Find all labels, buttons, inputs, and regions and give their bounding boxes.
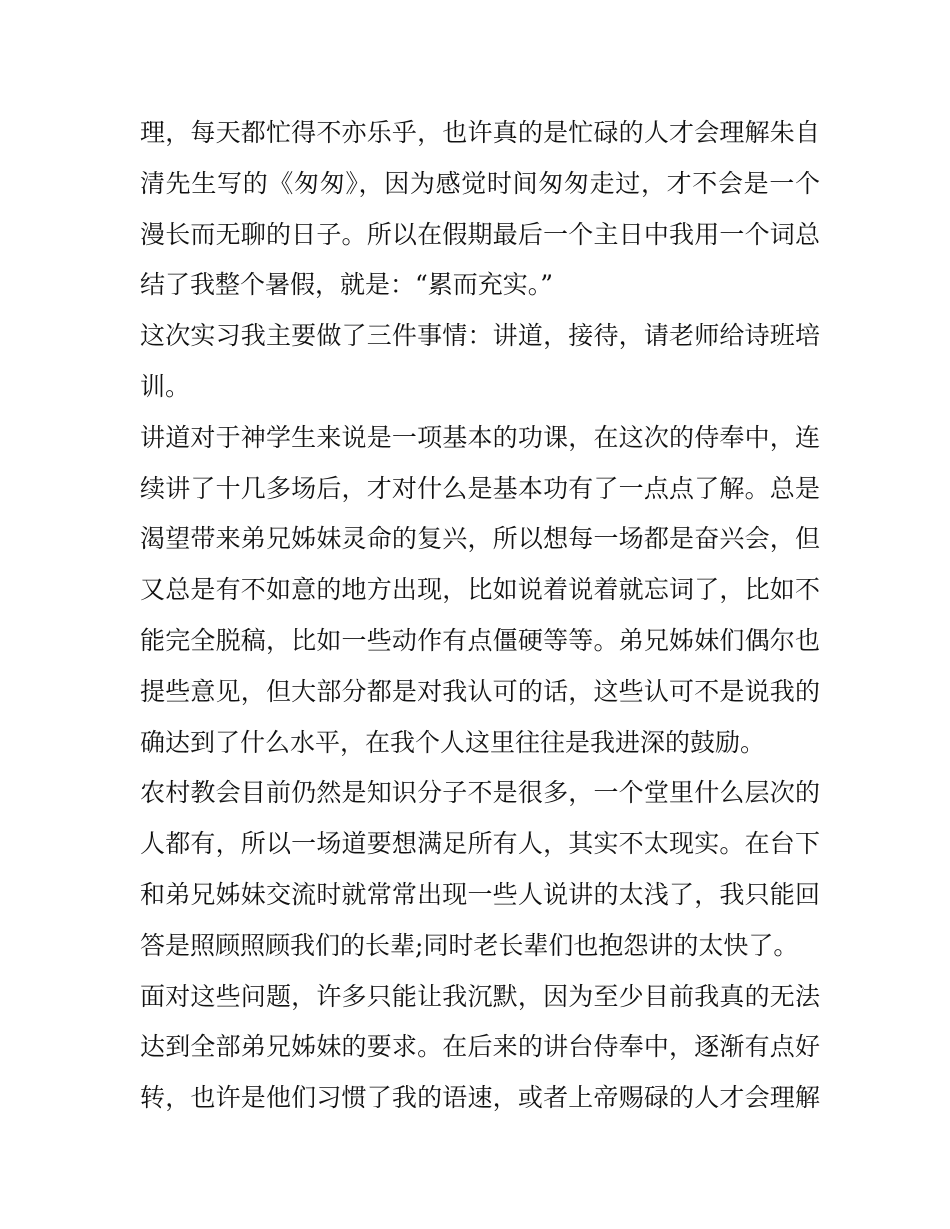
- text-line-6: 训。: [140, 371, 191, 401]
- body-text: [140, 108, 820, 1124]
- text-line-19: 达到全部弟兄姊妹的要求。在后来的讲台侍奉中，逐渐有点好: [140, 1032, 820, 1062]
- text-line-14: 农村教会目前仍然是知识分子不是很多，一个堂里什么层次的: [140, 778, 820, 808]
- text-line-5: 这次实习我主要做了三件事情：讲道，接待，请老师给诗班培: [140, 321, 820, 351]
- text-line-11: 能完全脱稿，比如一些动作有点僵硬等等。弟兄姊妹们偶尔也: [140, 625, 820, 655]
- text-line-13: 确达到了什么水平，在我个人这里往往是我进深的鼓励。: [140, 727, 766, 757]
- text-line-7: 讲道对于神学生来说是一项基本的功课，在这次的侍奉中，连: [140, 422, 820, 452]
- text-line-9: 渴望带来弟兄姊妹灵命的复兴，所以想每一场都是奋兴会，但: [140, 524, 820, 554]
- text-line-15: 人都有，所以一场道要想满足所有人，其实不太现实。在台下: [140, 829, 820, 859]
- text-line-4: 结了我整个暑假，就是：“累而充实。”: [140, 270, 554, 300]
- text-line-16: 和弟兄姊妹交流时就常常出现一些人说讲的太浅了，我只能回: [140, 879, 820, 909]
- text-line-10: 又总是有不如意的地方出现，比如说着说着就忘词了，比如不: [140, 575, 820, 605]
- text-line-20: 转，也许是他们习惯了我的语速，或者上帝赐碌的人才会理解: [140, 1083, 820, 1113]
- text-line-1: 理，每天都忙得不亦乐乎，也许真的是忙碌的人才会理解朱自: [140, 118, 820, 147]
- text-line-3: 漫长而无聊的日子。所以在假期最后一个主日中我用一个词总: [140, 219, 820, 249]
- text-line-8: 续讲了十几多场后，才对什么是基本功有了一点点了解。总是: [140, 473, 820, 503]
- text-line-12: 提些意见，但大部分都是对我认可的话，这些认可不是说我的: [140, 676, 820, 706]
- text-line-2: 清先生写的《匆匆》，因为感觉时间匆匆走过，才不会是一个: [140, 168, 820, 198]
- text-line-17: 答是照顾照顾我们的长辈;同时老长辈们也抱怨讲的太快了。: [140, 930, 799, 960]
- text-line-18: 面对这些问题，许多只能让我沉默，因为至少目前我真的无法: [140, 981, 820, 1011]
